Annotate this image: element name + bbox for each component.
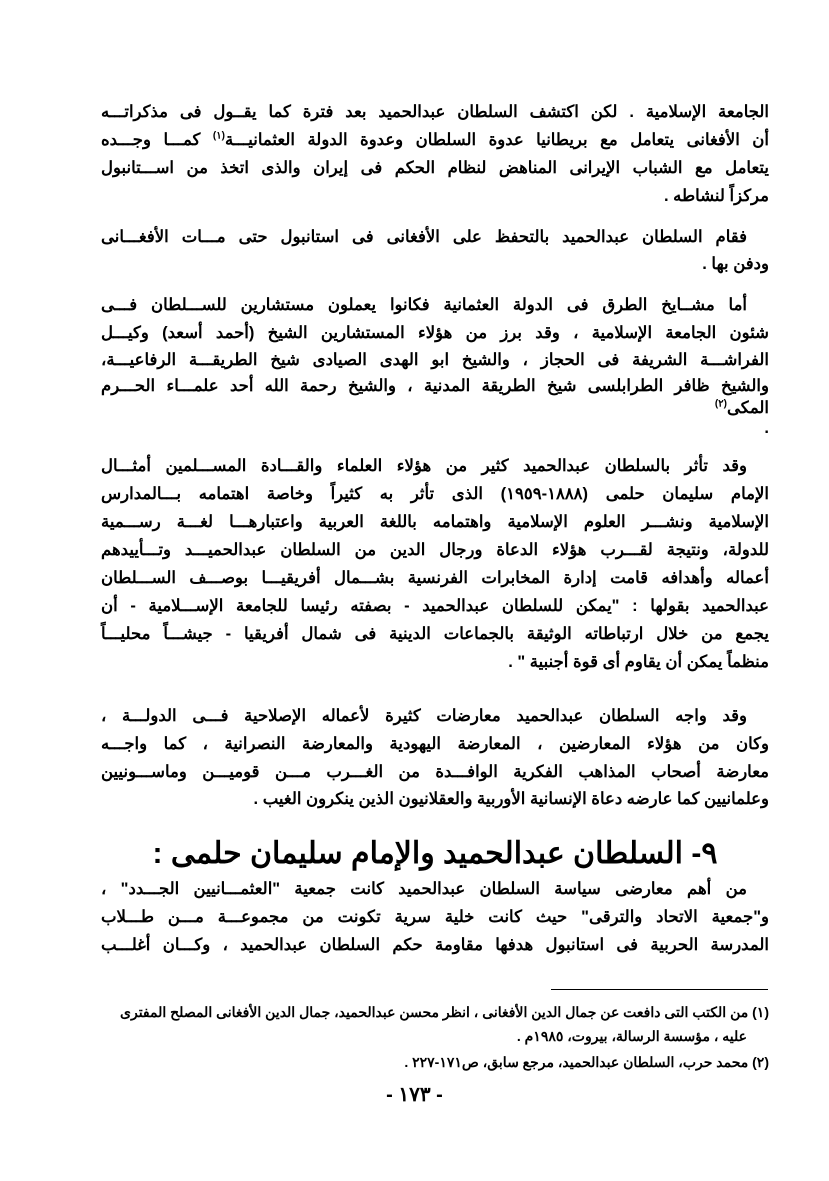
text-line: وقد تأثر بالسلطان عبدالحميد كثير من هؤلاء العلماء والقـــادة المســـلمين أمثـــال: [101, 457, 747, 475]
text-line: الفراشـــة الشريفة فى الحجاز ، والشيخ ابو الهدى الصيادى شيخ الطريقـــة الرفاعيـــة،: [101, 351, 769, 369]
text-line: أما مشــايخ الطرق فى الدولة العثمانية فكانوا يعملون مستشارين للســـلطان فـــى: [101, 296, 747, 314]
text-line: المدرسة الحربية فى استانبول هدفها مقاومة حكم السلطان عبدالحميد ، وكـــان أغلـــب: [101, 936, 769, 954]
text-line: أعماله وأهدافه قامت إدارة المخابرات الفرنسية بشـــمال أفريقيـــا بوصـــف الســـلطان: [101, 569, 769, 587]
text-line: والشيخ ظافر الطرابلسى شيخ الطريقة المدنية ، والشيخ رحمة الله أحد علمـــاء الحـــرم: [101, 377, 769, 395]
text-line: .: [764, 419, 769, 437]
text-line: و"جمعية الاتحاد والترقى" حيث كانت خلية سرية تكونت من مجموعـــة مـــن طـــلاب: [101, 908, 769, 926]
text-line: [101, 128, 769, 152]
text-segment: أن الأفغانى يتعامل مع بريطانيا عدوة السلطان وعدوة الدولة العثمانيـــة: [224, 131, 769, 149]
text-line: وكان من هؤلاء المعارضين ، المعارضة اليهودية والمعارضة النصرانية ، كما واجـــه: [101, 735, 769, 753]
text-line: يتعامل مع الشباب الإيرانى المناهض لنظام الحكم فى إيران والذى اتخذ من اســـتانبول: [101, 159, 769, 177]
text-line: الإمام سليمان حلمى (١٨٨٨-١٩٥٩) الذى تأثر به كثيراً وخاصة اهتمامه بـــالمدارس: [101, 485, 769, 503]
text-line: من أهم معارضى سياسة السلطان عبدالحميد كانت جمعية "العثمـــانيين الجـــدد" ،: [101, 880, 747, 898]
text-line: الجامعة الإسلامية . لكن اكتشف السلطان عبدالحميد بعد فترة كما يقــول فى مذكراتـــه: [101, 103, 769, 121]
text-line: الإسلامية ونشـــر العلوم الإسلامية واهتمامه باللغة العربية واعتبارهـــا لغـــة رســـمية: [101, 513, 769, 531]
footnote-divider: [551, 989, 768, 990]
text-line: ودفن بها .: [702, 255, 769, 273]
footnote-ref: (١): [212, 130, 225, 142]
section-heading: ٩- السلطان عبدالحميد والإمام سليمان حلمى :: [152, 837, 718, 870]
footnote-2: (٢) محمد حرب، السلطان عبدالحميد، مرجع سابق، ص١٧١-٢٢٧ .: [404, 1054, 769, 1070]
text-line: وعلمانيين كما عارضه دعاة الإنسانية الأوربية والعقلانيون الذين ينكرون الغيب .: [253, 790, 769, 808]
text-line: عبدالحميد بقولها : "يمكن للسلطان عبدالحميد - بصفته رئيسا للجامعة الإســـلامية - أن: [101, 597, 769, 615]
text-line: مركزاً لنشاطه .: [664, 187, 769, 205]
text-line: شئون الجامعة الإسلامية ، وقد برز من هؤلاء المستشارين الشيخ (أحمد أسعد) وكيـــل: [101, 324, 769, 342]
text-line: يجمع من خلال ارتباطاته الوثيقة بالجماعات الدينية فى شمال أفريقيا - جيشـــاً محليـــاً: [101, 625, 769, 643]
footnote-ref: (٢): [714, 398, 727, 410]
text-segment: كمـــا وجـــده: [101, 131, 201, 149]
text-line: للدولة، ونتيجة لقـــرب هؤلاء الدعاة ورجال الدين من السلطان عبدالحميـــد وتـــأييدهم: [101, 541, 769, 559]
footnote-1: (١) من الكتب التى دافعت عن جمال الدين الأفغانى ، انظر محسن عبدالحميد، جمال الدين الأفغانى المصلح المفترى: [120, 1004, 769, 1020]
text-line: معارضة أصحاب المذاهب الفكرية الوافـــدة من الغـــرب مـــن قوميـــن وماســـونيين: [101, 763, 769, 781]
text-line: فقام السلطان عبدالحميد بالتحفظ على الأفغانى فى استانبول حتى مـــات الأفغـــانى: [101, 228, 747, 246]
text-line: منظماً يمكن أن يقاوم أى قوة أجنبية " .: [508, 653, 769, 671]
text-segment: المكى: [726, 399, 769, 417]
page-number: - ١٧٣ -: [386, 1084, 443, 1106]
text-line: وقد واجه السلطان عبدالحميد معارضات كثيرة لأعماله الإصلاحية فـــى الدولـــة ،: [101, 707, 747, 725]
footnote-1-continuation: عليه ، مؤسسة الرسالة، بيروت، ١٩٨٥م .: [516, 1028, 747, 1044]
